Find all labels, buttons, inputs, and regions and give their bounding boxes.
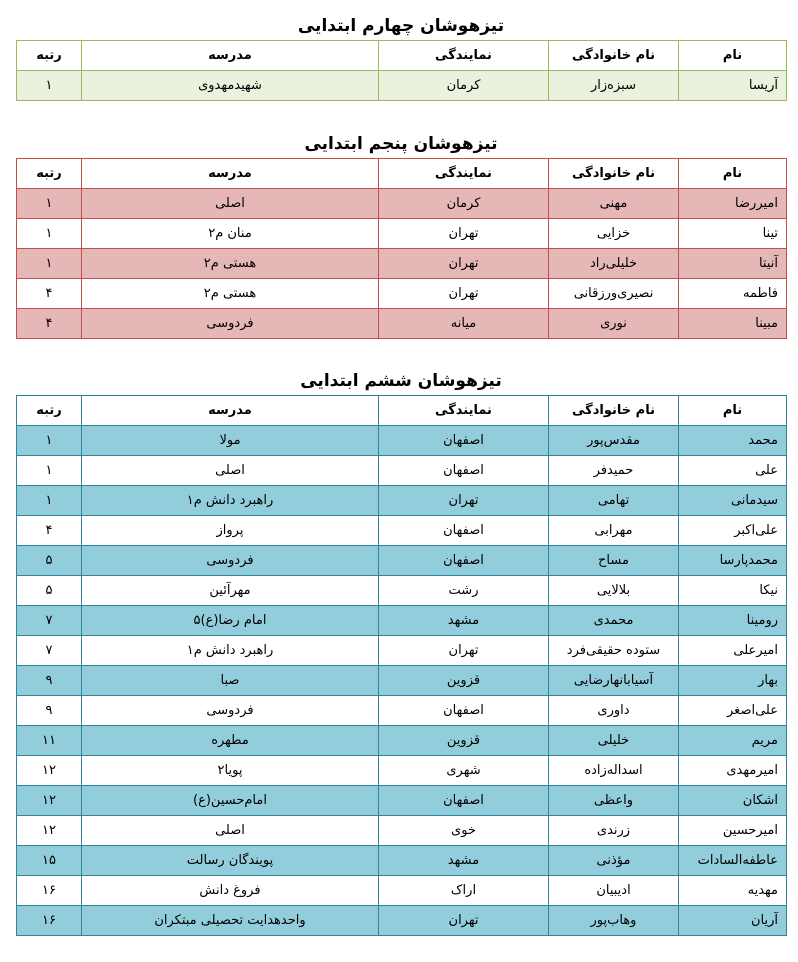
cell-school: مولا: [82, 426, 379, 456]
header-name: نام: [679, 159, 787, 189]
cell-rank: ۱: [17, 219, 82, 249]
cell-school: فردوسی: [82, 696, 379, 726]
cell-rank: ۹: [17, 666, 82, 696]
header-agency: نمایندگی: [379, 159, 549, 189]
cell-name: امیرمهدی: [679, 756, 787, 786]
cell-agency: اصفهان: [379, 786, 549, 816]
header-school: مدرسه: [82, 396, 379, 426]
cell-family-name: وهاب‌پور: [549, 906, 679, 936]
cell-family-name: ستوده حقیقی‌فرد: [549, 636, 679, 666]
cell-family-name: محمدی: [549, 606, 679, 636]
cell-family-name: سبزه‌زار: [549, 71, 679, 101]
table-row: [17, 786, 787, 816]
cell-name: آریان: [679, 906, 787, 936]
cell-agency: قزوین: [379, 666, 549, 696]
cell-name: فاطمه: [679, 279, 787, 309]
header-name: نام: [679, 41, 787, 71]
cell-name: نیکا: [679, 576, 787, 606]
table-row: [17, 486, 787, 516]
cell-agency: مشهد: [379, 846, 549, 876]
cell-agency: تهران: [379, 636, 549, 666]
cell-family-name: خلیلی: [549, 726, 679, 756]
table-row: [17, 816, 787, 846]
header-agency: نمایندگی: [379, 396, 549, 426]
cell-rank: ۱: [17, 189, 82, 219]
table-row: [17, 426, 787, 456]
cell-agency: کرمان: [379, 71, 549, 101]
table-row: [17, 189, 787, 219]
cell-family-name: واعظی: [549, 786, 679, 816]
cell-family-name: بلالایی: [549, 576, 679, 606]
cell-rank: ۱۶: [17, 906, 82, 936]
cell-name: مبینا: [679, 309, 787, 339]
cell-family-name: ادیبیان: [549, 876, 679, 906]
section-title: تیزهوشان ششم ابتدایی: [300, 371, 502, 391]
results-table: [16, 40, 787, 101]
table-row: [17, 219, 787, 249]
table-row: [17, 756, 787, 786]
cell-name: امیرعلی: [679, 636, 787, 666]
cell-school: فروغ دانش: [82, 876, 379, 906]
cell-rank: ۷: [17, 606, 82, 636]
cell-name: تینا: [679, 219, 787, 249]
section-grade-5: [16, 130, 786, 339]
cell-family-name: نصیری‌ورزقانی: [549, 279, 679, 309]
cell-agency: مشهد: [379, 606, 549, 636]
cell-family-name: نوری: [549, 309, 679, 339]
header-family: نام خانوادگی: [549, 41, 679, 71]
cell-agency: تهران: [379, 279, 549, 309]
cell-name: رومینا: [679, 606, 787, 636]
cell-school: پرواز: [82, 516, 379, 546]
cell-agency: قزوین: [379, 726, 549, 756]
cell-rank: ۱۶: [17, 876, 82, 906]
cell-school: امام‌حسین(ع): [82, 786, 379, 816]
cell-rank: ۱۲: [17, 756, 82, 786]
cell-name: محمد: [679, 426, 787, 456]
cell-school: اصلی: [82, 816, 379, 846]
cell-rank: ۱۱: [17, 726, 82, 756]
table-row: [17, 456, 787, 486]
cell-rank: ۴: [17, 309, 82, 339]
header-rank: رتبه: [17, 41, 82, 71]
cell-name: علی: [679, 456, 787, 486]
cell-rank: ۱۲: [17, 786, 82, 816]
cell-agency: اراک: [379, 876, 549, 906]
section-grade-6: [16, 367, 786, 936]
cell-agency: تهران: [379, 219, 549, 249]
cell-school: پویندگان رسالت: [82, 846, 379, 876]
cell-family-name: خلیلی‌راد: [549, 249, 679, 279]
cell-name: امیرحسین: [679, 816, 787, 846]
cell-family-name: تهامی: [549, 486, 679, 516]
cell-rank: ۱: [17, 249, 82, 279]
cell-school: اصلی: [82, 189, 379, 219]
table-row: [17, 846, 787, 876]
table-row: [17, 906, 787, 936]
header-rank: رتبه: [17, 396, 82, 426]
cell-agency: اصفهان: [379, 456, 549, 486]
cell-school: شهیدمهدوی: [82, 71, 379, 101]
cell-school: مطهره: [82, 726, 379, 756]
cell-school: فردوسی: [82, 546, 379, 576]
header-name: نام: [679, 396, 787, 426]
cell-agency: تهران: [379, 906, 549, 936]
cell-rank: ۵: [17, 546, 82, 576]
cell-name: بهار: [679, 666, 787, 696]
cell-family-name: داوری: [549, 696, 679, 726]
cell-agency: کرمان: [379, 189, 549, 219]
cell-rank: ۱۲: [17, 816, 82, 846]
header-agency: نمایندگی: [379, 41, 549, 71]
cell-rank: ۷: [17, 636, 82, 666]
cell-rank: ۹: [17, 696, 82, 726]
section-grade-4: [16, 12, 786, 101]
cell-family-name: خزایی: [549, 219, 679, 249]
cell-family-name: آسیابانهارضایی: [549, 666, 679, 696]
table-row: [17, 696, 787, 726]
header-family: نام خانوادگی: [549, 396, 679, 426]
cell-agency: اصفهان: [379, 546, 549, 576]
table-row: [17, 249, 787, 279]
results-table: [16, 158, 787, 339]
header-row: [17, 396, 787, 426]
cell-agency: اصفهان: [379, 696, 549, 726]
cell-name: علی‌اکبر: [679, 516, 787, 546]
cell-family-name: مساح: [549, 546, 679, 576]
table-row: [17, 726, 787, 756]
cell-school: هستی م۲: [82, 249, 379, 279]
cell-name: آریسا: [679, 71, 787, 101]
cell-rank: ۱: [17, 486, 82, 516]
header-rank: رتبه: [17, 159, 82, 189]
cell-name: آنیتا: [679, 249, 787, 279]
cell-name: مهدیه: [679, 876, 787, 906]
cell-family-name: زرندی: [549, 816, 679, 846]
table-row: [17, 516, 787, 546]
cell-name: محمدپارسا: [679, 546, 787, 576]
results-table: [16, 395, 787, 936]
cell-name: علی‌اصغر: [679, 696, 787, 726]
section-title: تیزهوشان چهارم ابتدایی: [297, 16, 505, 36]
cell-family-name: مقدس‌پور: [549, 426, 679, 456]
cell-family-name: حمیدفر: [549, 456, 679, 486]
cell-school: راهبرد دانش م۱: [82, 486, 379, 516]
cell-school: واحدهدایت تحصیلی مبتکران: [82, 906, 379, 936]
cell-name: مریم: [679, 726, 787, 756]
cell-agency: شهری: [379, 756, 549, 786]
cell-school: صبا: [82, 666, 379, 696]
cell-rank: ۴: [17, 516, 82, 546]
header-school: مدرسه: [82, 41, 379, 71]
table-row: [17, 279, 787, 309]
cell-rank: ۱: [17, 426, 82, 456]
cell-rank: ۱۵: [17, 846, 82, 876]
cell-name: اشکان: [679, 786, 787, 816]
cell-rank: ۵: [17, 576, 82, 606]
cell-school: پویا۲: [82, 756, 379, 786]
table-row: [17, 309, 787, 339]
cell-family-name: مؤذنی: [549, 846, 679, 876]
cell-rank: ۴: [17, 279, 82, 309]
cell-school: اصلی: [82, 456, 379, 486]
table-row: [17, 666, 787, 696]
cell-agency: میانه: [379, 309, 549, 339]
table-row: [17, 636, 787, 666]
cell-agency: اصفهان: [379, 516, 549, 546]
cell-name: عاطفه‌السادات: [679, 846, 787, 876]
cell-agency: تهران: [379, 249, 549, 279]
cell-family-name: مهنی: [549, 189, 679, 219]
cell-name: سیدمانی: [679, 486, 787, 516]
table-row: [17, 71, 787, 101]
table-row: [17, 546, 787, 576]
cell-agency: اصفهان: [379, 426, 549, 456]
cell-name: امیررضا: [679, 189, 787, 219]
cell-rank: ۱: [17, 71, 82, 101]
cell-agency: خوی: [379, 816, 549, 846]
cell-school: فردوسی: [82, 309, 379, 339]
header-row: [17, 159, 787, 189]
section-title: تیزهوشان پنجم ابتدایی: [304, 134, 498, 154]
cell-agency: تهران: [379, 486, 549, 516]
table-row: [17, 876, 787, 906]
cell-school: منان م۲: [82, 219, 379, 249]
cell-school: امام رضا(ع)۵: [82, 606, 379, 636]
header-family: نام خانوادگی: [549, 159, 679, 189]
cell-rank: ۱: [17, 456, 82, 486]
header-school: مدرسه: [82, 159, 379, 189]
cell-school: راهبرد دانش م۱: [82, 636, 379, 666]
table-row: [17, 576, 787, 606]
cell-school: هستی م۲: [82, 279, 379, 309]
cell-agency: رشت: [379, 576, 549, 606]
table-row: [17, 606, 787, 636]
cell-school: مهرآئین: [82, 576, 379, 606]
cell-family-name: مهرابی: [549, 516, 679, 546]
cell-family-name: اسداله‌زاده: [549, 756, 679, 786]
header-row: [17, 41, 787, 71]
